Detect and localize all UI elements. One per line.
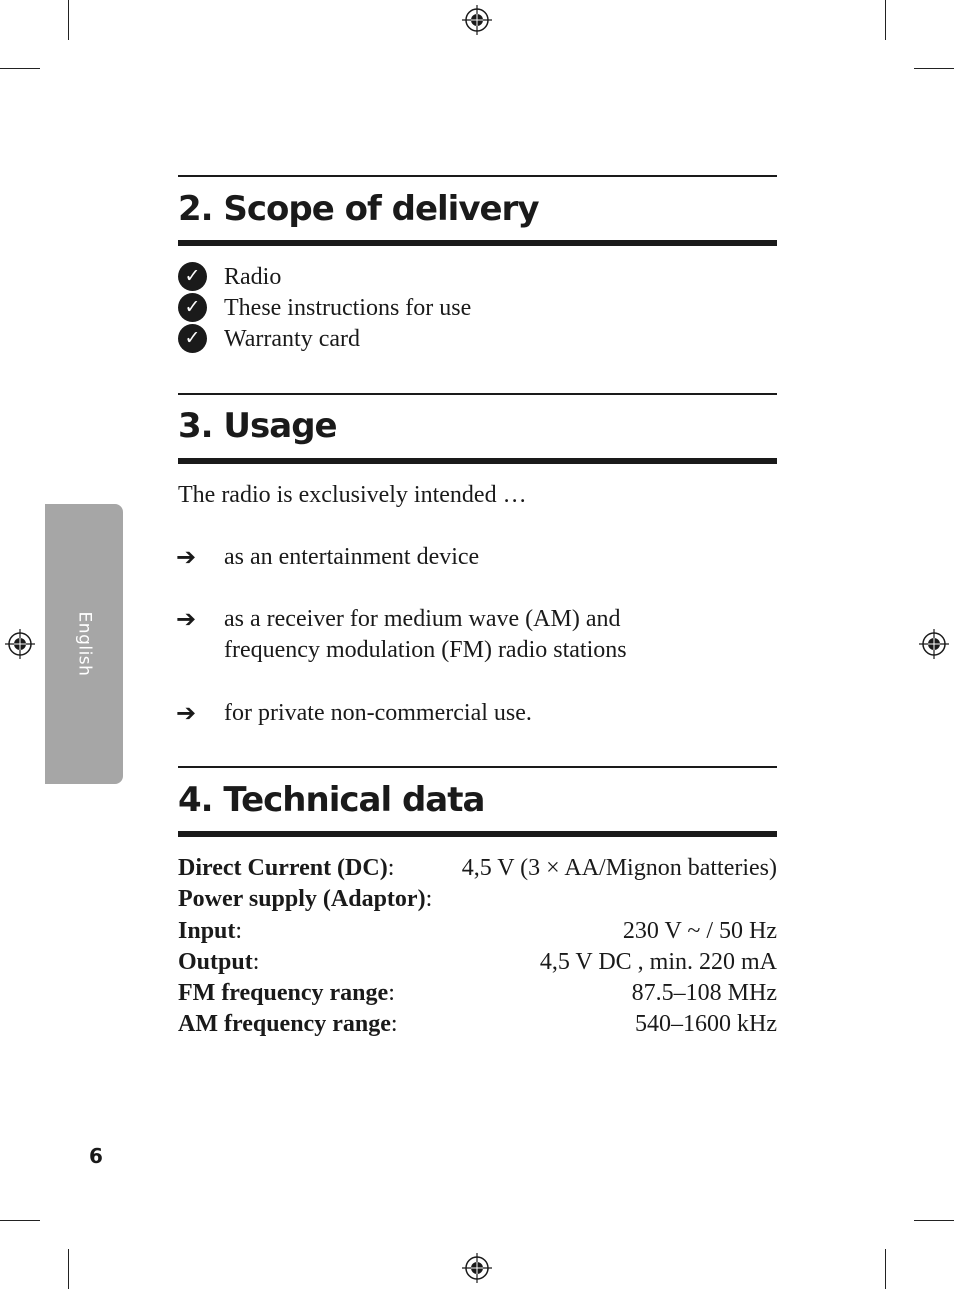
spec-label-text: Output xyxy=(178,949,253,975)
crop-mark xyxy=(68,1249,69,1289)
spec-separator: : xyxy=(387,855,395,881)
spec-value: 87.5–108 MHz xyxy=(631,980,777,1006)
technical-heading: 4. Technical data xyxy=(178,780,485,820)
arrow-right-icon: ➔ xyxy=(176,543,197,571)
section-top-rule xyxy=(178,766,777,768)
check-circle-icon: ✓ xyxy=(178,293,207,322)
language-tab-label-wrap xyxy=(45,504,123,784)
spec-separator: : xyxy=(235,918,243,944)
registration-mark-icon xyxy=(5,629,35,659)
spec-label xyxy=(178,916,242,947)
spec-label xyxy=(178,884,432,915)
spec-value: 540–1600 kHz xyxy=(635,1011,777,1037)
crop-mark xyxy=(885,0,886,40)
usage-heading: 3. Usage xyxy=(178,406,337,446)
arrow-right-icon: ➔ xyxy=(176,699,197,727)
spec-label-text: Direct Current (DC) xyxy=(178,855,388,881)
spec-separator: : xyxy=(390,1011,398,1037)
spec-value: 4,5 V DC , min. 220 mA xyxy=(539,949,777,975)
registration-mark-icon xyxy=(919,629,949,659)
scope-heading: 2. Scope of delivery xyxy=(178,189,539,229)
crop-mark xyxy=(914,68,954,69)
arrow-right-icon: ➔ xyxy=(176,605,197,633)
crop-mark xyxy=(68,0,69,40)
scope-item: Radio xyxy=(224,264,282,290)
section-bottom-rule xyxy=(178,458,777,464)
spec-value: 4,5 V (3 × AA/Mignon batteries) xyxy=(461,855,777,881)
registration-mark-icon xyxy=(462,5,492,35)
spec-label xyxy=(178,978,395,1009)
section-bottom-rule xyxy=(178,831,777,837)
spec-separator: : xyxy=(252,949,260,975)
spec-label-text: FM frequency range xyxy=(178,980,389,1006)
crop-mark xyxy=(885,1249,886,1289)
scope-item: These instructions for use xyxy=(224,295,472,321)
usage-bullet: as a receiver for medium wave (AM) and xyxy=(224,606,621,632)
page-number: 6 xyxy=(89,1144,103,1168)
crop-mark xyxy=(914,1220,954,1221)
spec-label-text: Input xyxy=(178,918,236,944)
check-circle-icon: ✓ xyxy=(178,262,207,291)
language-tab-label: English xyxy=(73,611,94,677)
crop-mark xyxy=(0,68,40,69)
spec-separator: : xyxy=(425,886,433,912)
section-bottom-rule xyxy=(178,240,777,246)
usage-bullet: as an entertainment device xyxy=(224,544,480,570)
spec-label-text: Power supply (Adaptor) xyxy=(178,886,426,912)
spec-separator: : xyxy=(388,980,395,1006)
spec-label-text: AM frequency range xyxy=(178,1011,391,1037)
section-top-rule xyxy=(178,393,777,395)
scope-item: Warranty card xyxy=(224,326,360,352)
section-top-rule xyxy=(178,175,777,177)
spec-label xyxy=(178,1009,398,1040)
check-circle-icon: ✓ xyxy=(178,324,207,353)
usage-bullet-continued: frequency modulation (FM) radio stations xyxy=(224,637,627,663)
spec-label xyxy=(178,947,259,978)
registration-mark-icon xyxy=(462,1253,492,1283)
spec-label xyxy=(178,853,394,884)
spec-value: 230 V ~ / 50 Hz xyxy=(622,918,777,944)
usage-intro: The radio is exclusively intended … xyxy=(178,482,527,508)
crop-mark xyxy=(0,1220,40,1221)
usage-bullet: for private non-commercial use. xyxy=(224,700,532,726)
